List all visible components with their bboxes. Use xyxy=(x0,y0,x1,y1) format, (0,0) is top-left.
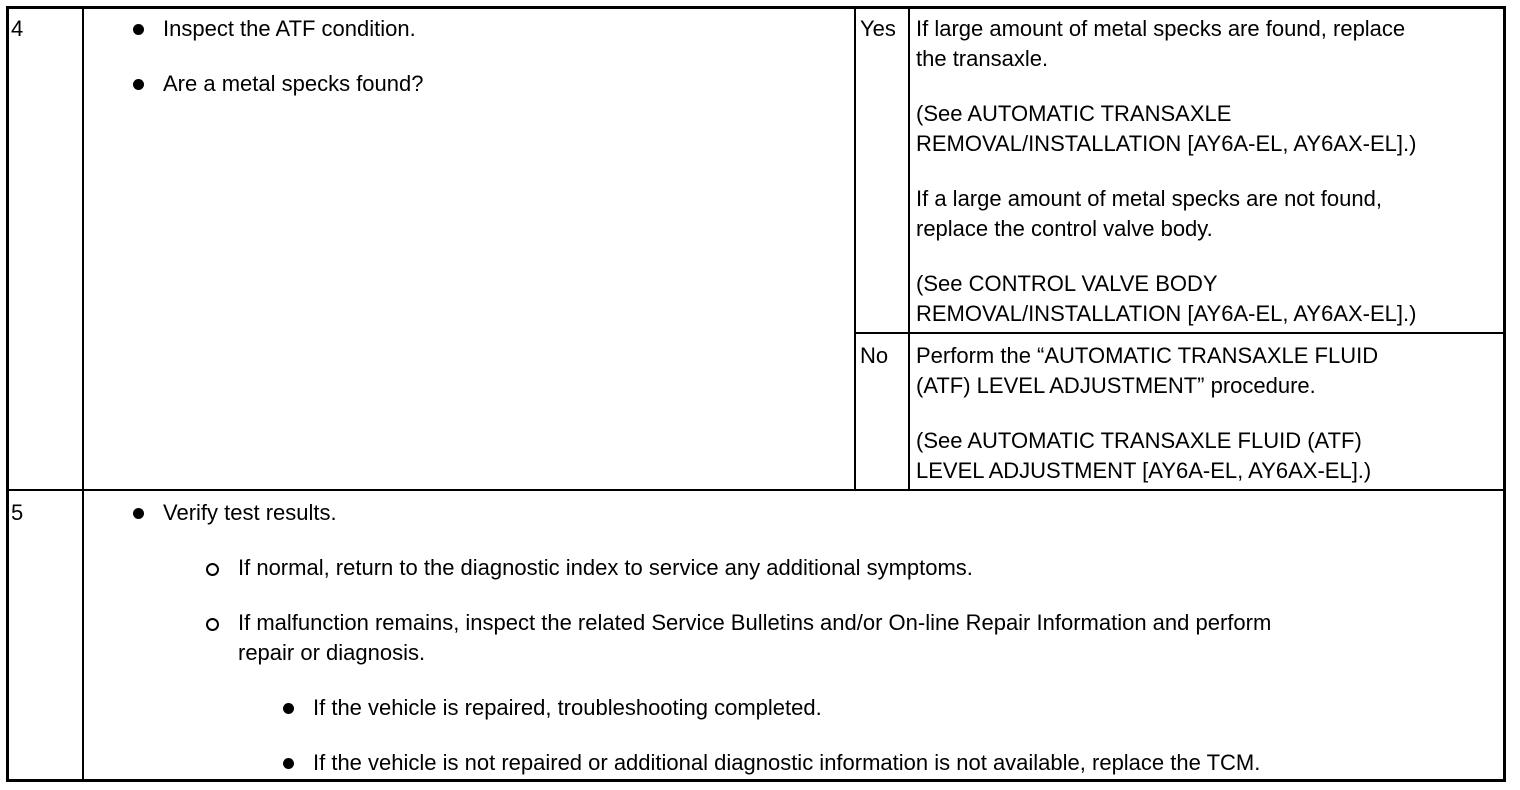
answer-no-reference: LEVEL ADJUSTMENT [AY6A-EL, AY6AX-EL].) xyxy=(916,458,1372,483)
answer-no-text: (ATF) LEVEL ADJUSTMENT” procedure. xyxy=(916,373,1316,398)
answer-yes-reference: (See CONTROL VALVE BODY xyxy=(916,271,1218,296)
answer-yes-label: Yes xyxy=(860,16,896,41)
answer-no-text: Perform the “AUTOMATIC TRANSAXLE FLUID xyxy=(916,343,1379,368)
item-text: If malfunction remains, inspect the related Service Bulletins and/or On-line Repair Information and perform xyxy=(238,610,1272,635)
step-number: 5 xyxy=(11,500,24,525)
bullet-icon xyxy=(133,508,144,519)
answer-yes-text: the transaxle. xyxy=(916,46,1049,71)
answer-no-label: No xyxy=(860,343,889,368)
answer-no-reference: (See AUTOMATIC TRANSAXLE FLUID (ATF) xyxy=(916,428,1362,453)
item-text: Verify test results. xyxy=(163,500,337,525)
row-divider xyxy=(9,489,1506,491)
bullet-icon xyxy=(133,24,144,35)
item-text: If the vehicle is repaired, troubleshooting completed. xyxy=(313,695,822,720)
question-text: Are a metal specks found? xyxy=(163,71,424,96)
circle-bullet-icon xyxy=(206,618,219,631)
step-number: 4 xyxy=(11,16,24,41)
bullet-icon xyxy=(283,758,294,769)
answer-yes-reference: (See AUTOMATIC TRANSAXLE xyxy=(916,101,1232,126)
question-text: Inspect the ATF condition. xyxy=(163,16,416,41)
answer-label-divider xyxy=(908,9,910,490)
bullet-icon xyxy=(283,703,294,714)
item-text: If normal, return to the diagnostic index to service any additional symptoms. xyxy=(238,555,973,580)
answer-divider xyxy=(855,332,1506,334)
step-column-divider xyxy=(82,9,84,779)
circle-bullet-icon xyxy=(206,563,219,576)
answer-yes-reference: REMOVAL/INSTALLATION [AY6A-EL, AY6AX-EL].) xyxy=(916,301,1417,326)
bullet-icon xyxy=(133,79,144,90)
answer-yes-reference: REMOVAL/INSTALLATION [AY6A-EL, AY6AX-EL].) xyxy=(916,131,1417,156)
answer-yes-text: If large amount of metal specks are found, replace xyxy=(916,16,1406,41)
answer-yes-text: replace the control valve body. xyxy=(916,216,1213,241)
question-column-divider xyxy=(854,9,856,490)
item-text: If the vehicle is not repaired or additional diagnostic information is not available, replace the TCM. xyxy=(313,750,1261,775)
item-text: repair or diagnosis. xyxy=(238,640,426,665)
answer-yes-text: If a large amount of metal specks are not found, xyxy=(916,186,1382,211)
